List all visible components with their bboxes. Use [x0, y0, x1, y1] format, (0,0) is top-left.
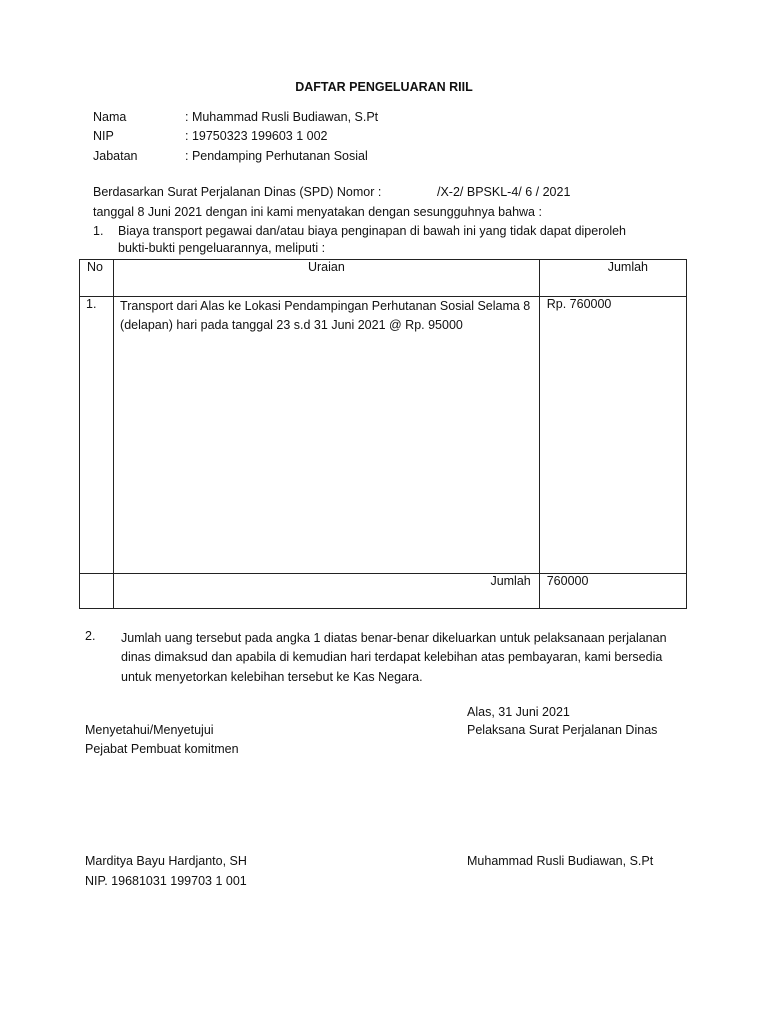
item1-number: 1. [93, 224, 104, 238]
table-header-row [80, 260, 687, 297]
row-jumlah: Rp. 760000 [539, 297, 686, 574]
right-signer-name: Muhammad Rusli Budiawan, S.Pt [467, 854, 654, 868]
header-uraian: Uraian [114, 260, 540, 297]
document-title: DAFTAR PENGELUARAN RIIL [295, 80, 473, 94]
expense-table [79, 259, 687, 609]
jabatan-label: Jabatan [93, 149, 138, 163]
right-signer-title: Pelaksana Surat Perjalanan Dinas [467, 723, 658, 737]
jabatan-value: : Pendamping Perhutanan Sosial [185, 149, 368, 163]
row-no: 1. [80, 297, 114, 574]
point2-number: 2. [85, 629, 96, 643]
left-signer-nip: NIP. 19681031 199703 1 001 [85, 874, 247, 888]
item1-line2: bukti-bukti pengeluarannya, meliputi : [118, 241, 326, 255]
table-total-row [80, 574, 687, 609]
spd-number: /X-2/ BPSKL-4/ 6 / 2021 [437, 185, 571, 199]
place-date: Alas, 31 Juni 2021 [467, 705, 570, 719]
nama-label: Nama [93, 110, 127, 124]
nip-value: : 19750323 199603 1 002 [185, 129, 328, 143]
nama-value: : Muhammad Rusli Budiawan, S.Pt [185, 110, 379, 124]
intro-line2: tanggal 8 Juni 2021 dengan ini kami menyatakan dengan sesungguhnya bahwa : [93, 205, 542, 219]
left-signer-title1: Menyetahui/Menyetujui [85, 723, 214, 737]
nip-label: NIP [93, 129, 114, 143]
spd-label: Berdasarkan Surat Perjalanan Dinas (SPD) Nomor : [93, 185, 382, 199]
total-label: Jumlah [114, 574, 540, 609]
item1-line1: Biaya transport pegawai dan/atau biaya penginapan di bawah ini yang tidak dapat diperoleh [118, 224, 627, 238]
table-row [80, 297, 687, 574]
header-jumlah: Jumlah [539, 260, 686, 297]
total-empty-cell [80, 574, 114, 609]
left-signer-name: Marditya Bayu Hardjanto, SH [85, 854, 247, 868]
point2-text: Jumlah uang tersebut pada angka 1 diatas benar-benar dikeluarkan untuk pelaksanaan perjalanan dinas dimaksud dan apabila di kemudian hari terdapat kelebihan atas pembayaran, kami bersedia untuk menyetorkan kelebihan tersebut ke Kas Negara. [121, 631, 667, 684]
total-value: 760000 [539, 574, 686, 609]
row-uraian: Transport dari Alas ke Lokasi Pendampingan Perhutanan Sosial Selama 8 (delapan) hari pada tanggal 23 s.d 31 Juni 2021 @ Rp. 95000 [114, 297, 540, 574]
left-signer-title2: Pejabat Pembuat komitmen [85, 742, 239, 756]
header-no: No [80, 260, 114, 297]
